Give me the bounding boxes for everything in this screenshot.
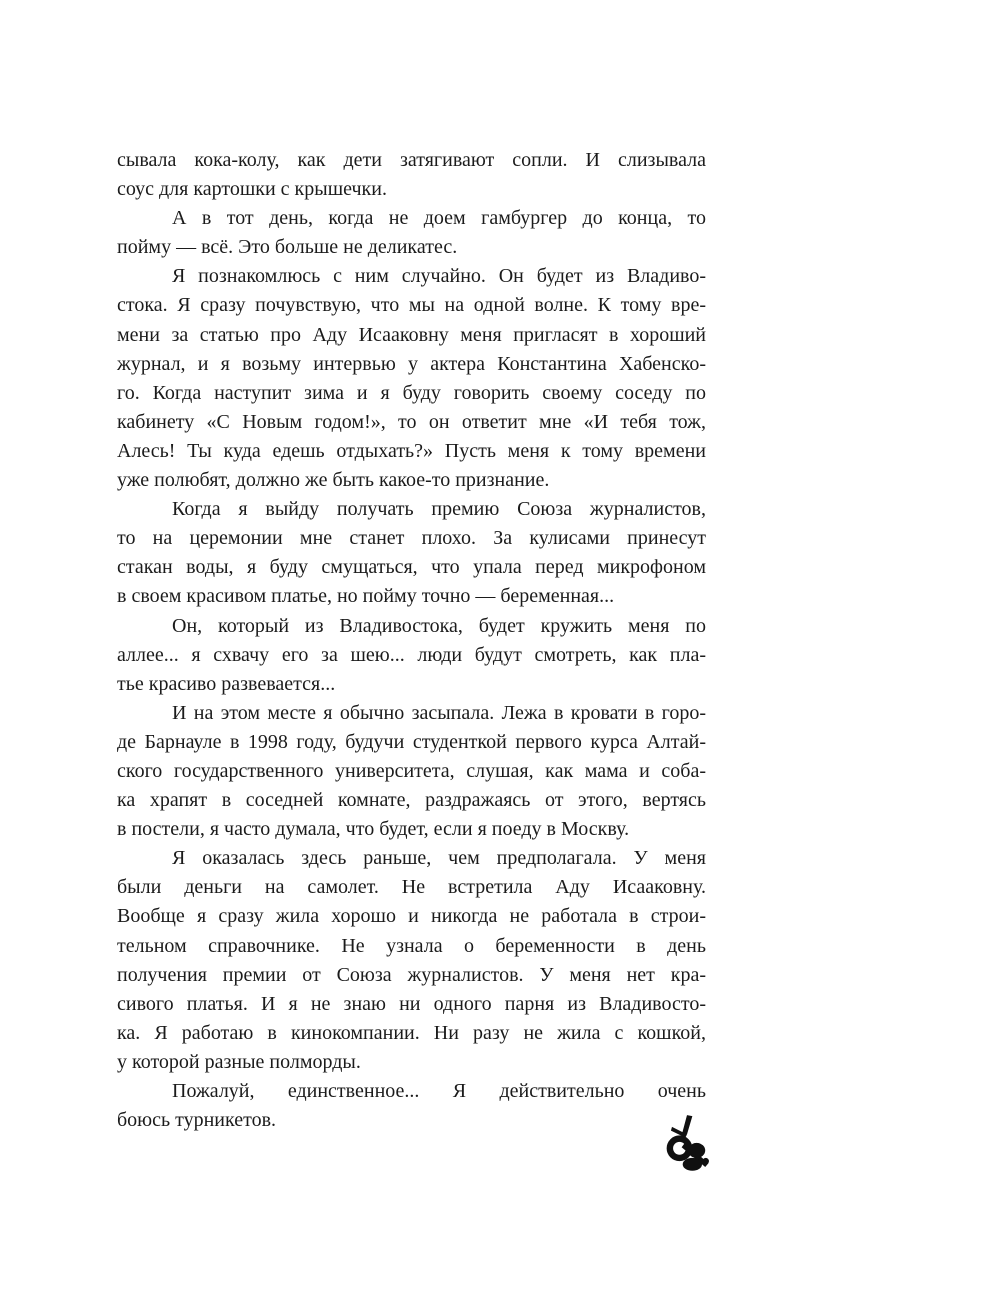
text-line: журнал, и я возьму интервью у актера Константина Хабенско- xyxy=(117,352,706,375)
text-line: были деньги на самолет. Не встретила Аду Исааковну. xyxy=(117,876,706,899)
paragraph xyxy=(117,844,706,1077)
text-line: тье красиво развевается... xyxy=(117,672,336,695)
paragraph xyxy=(117,204,706,262)
text-line: сывала кока-колу, как дети затягивают сопли. И слизывала xyxy=(117,149,706,171)
text-line: мени за статью про Аду Исааковну меня пригласят в хороший xyxy=(117,323,706,346)
text-line: И на этом месте я обычно засыпала. Лежа в кровати в горо- xyxy=(172,701,706,724)
paragraph xyxy=(117,146,706,204)
text-line: в постели, я часто думала, что будет, если я поеду в Москву. xyxy=(117,818,630,841)
paragraph xyxy=(117,262,706,495)
text-line: Когда я выйду получать премию Союза журналистов, xyxy=(172,498,706,521)
chapter-end-ornament-icon xyxy=(664,1114,710,1174)
text-line: стакан воды, я буду смущаться, что упала перед микрофоном xyxy=(117,556,706,579)
text-line: Он, который из Владивостока, будет кружить меня по xyxy=(172,614,706,637)
text-line: стока. Я сразу почувствую, что мы на одной волне. К тому вре- xyxy=(117,294,706,317)
paragraph xyxy=(117,699,706,844)
text-line: де Барнауле в 1998 году, будучи студенткой первого курса Алтай- xyxy=(117,730,706,753)
text-line: аллее... я схвачу его за шею... люди будут смотреть, как пла- xyxy=(117,643,706,666)
paragraph xyxy=(117,612,706,699)
text-line: ского государственного университета, слушая, как мама и соба- xyxy=(117,759,706,782)
text-line: кабинету «С Новым годом!», то он ответит мне «И тебя тож, xyxy=(117,410,706,433)
text-line: Пожалуй, единственное... Я действительно очень xyxy=(172,1080,706,1102)
text-block xyxy=(117,146,706,1135)
text-line: А в тот день, когда не доем гамбургер до конца, то xyxy=(172,207,706,230)
text-line: боюсь турникетов. xyxy=(117,1109,277,1132)
text-line: получения премии от Союза журналистов. У меня нет кра- xyxy=(117,963,706,986)
text-line: то на церемонии мне станет плохо. За кулисами принесут xyxy=(117,527,706,550)
text-line: Вообще я сразу жила хорошо и никогда не работала в строи- xyxy=(117,905,706,928)
paragraph xyxy=(117,495,706,611)
text-line: Я оказалась здесь раньше, чем предполагала. У меня xyxy=(172,847,706,870)
text-line: соус для картошки с крышечки. xyxy=(117,178,387,201)
paragraph xyxy=(117,1077,706,1135)
text-line: сивого платья. И я не знаю ни одного парня из Владивосто- xyxy=(117,992,706,1015)
text-line: го. Когда наступит зима и я буду говорить своему соседу по xyxy=(117,381,706,404)
text-line: в своем красивом платье, но пойму точно — беременная... xyxy=(117,585,615,608)
text-line: уже полюбят, должно же быть какое-то признание. xyxy=(117,469,550,492)
text-line: ка. Я работаю в кинокомпании. Ни разу не жила с кошкой, xyxy=(117,1021,706,1044)
text-line: пойму — всё. Это больше не деликатес. xyxy=(117,236,458,259)
text-line: ка храпят в соседней комнате, раздражаясь от этого, вертясь xyxy=(117,789,706,812)
text-line: Я познакомлюсь с ним случайно. Он будет из Владиво- xyxy=(172,265,706,288)
text-line: тельном справочнике. Не узнала о беременности в день xyxy=(117,934,706,957)
text-line: Алесь! Ты куда едешь отдыхать?» Пусть меня к тому времени xyxy=(117,439,706,462)
text-line: у которой разные полморды. xyxy=(117,1050,361,1073)
